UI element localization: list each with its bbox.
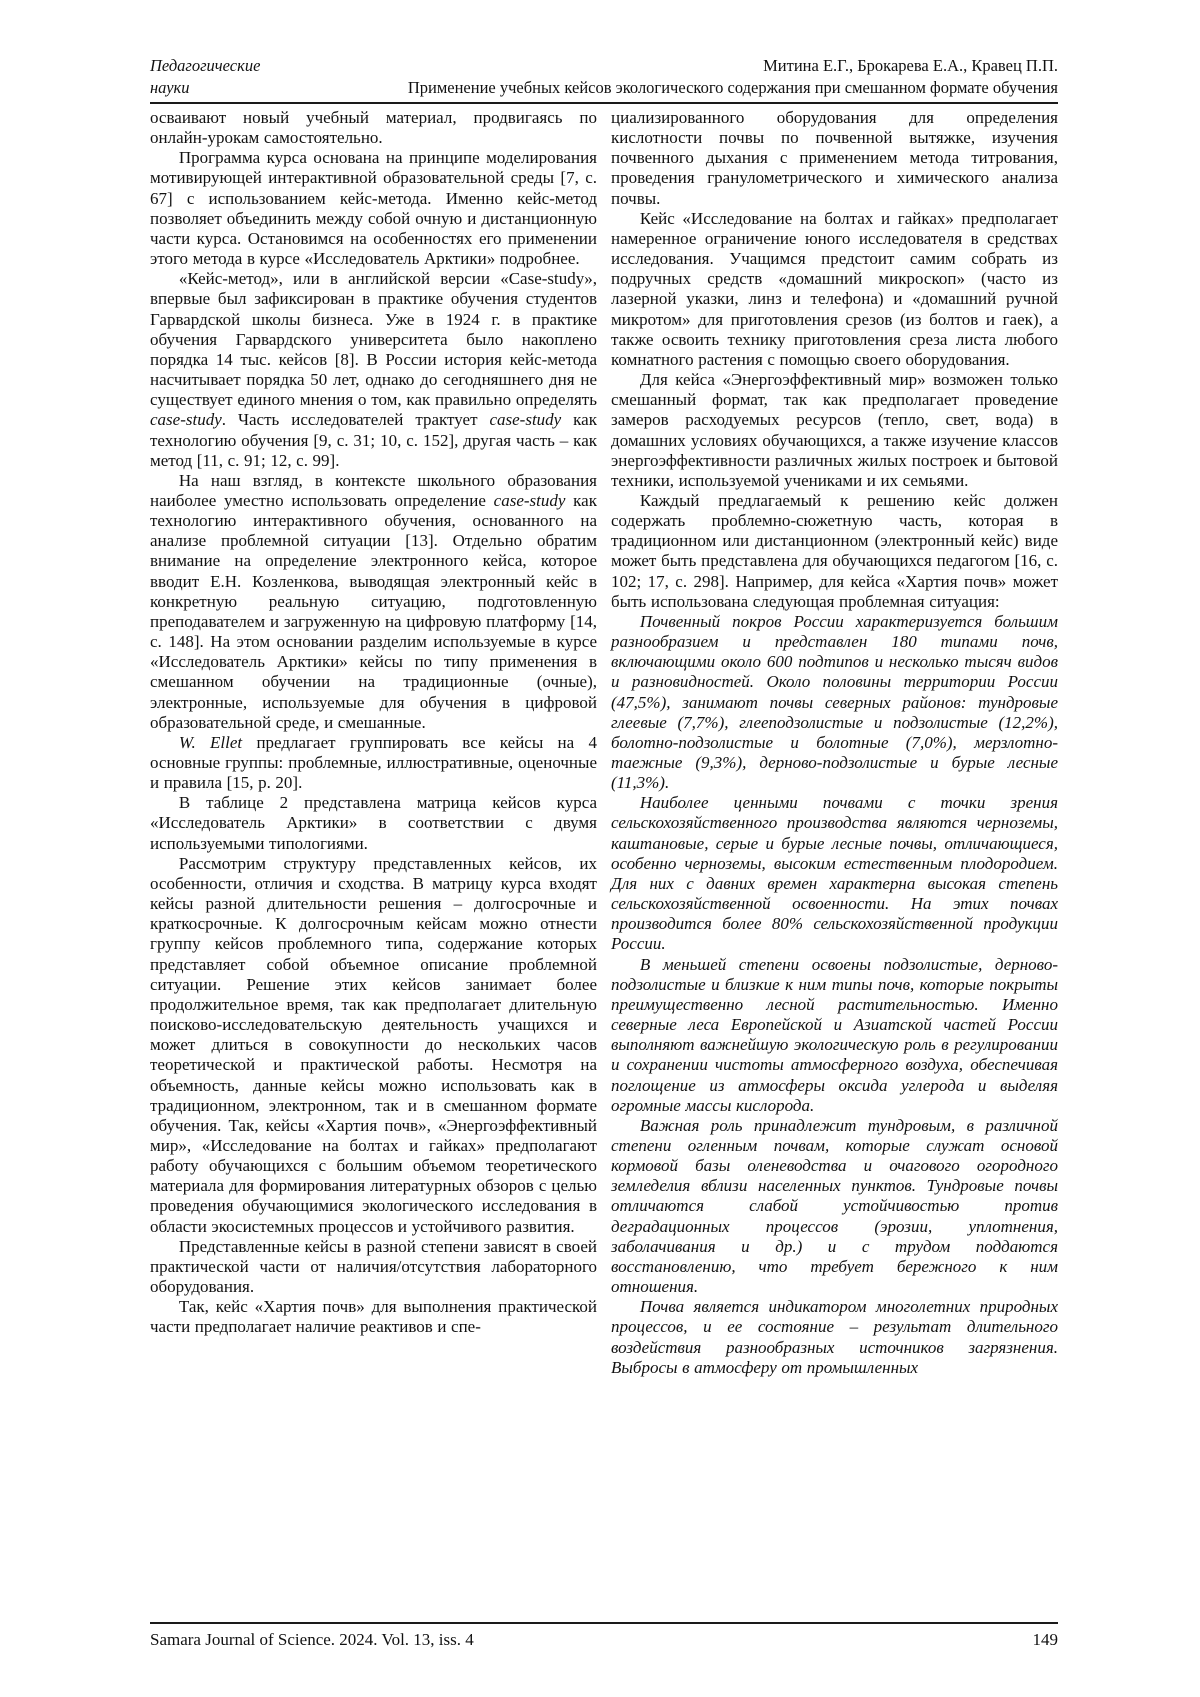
body-text: Рассмотрим структуру представленных кейсов, их особенности, отличия и сходства. В матрицу курса входят кейсы разной длительности решения – долгосрочные и краткосрочные. К долгосрочным кейсам можно отнести группу кейсов проблемного типа, содержание которых представляет собой объемное описание проблемной ситуации. Решение этих кейсов занимает более продолжительное время, так как предполагает длительную поисково-исследовательскую деятельность учащихся и может длиться в совокупности до нескольких часов теоретической и практической работы. Несмотря на объемность, данные кейсы можно использовать как в традиционном, электронном, так и в смешанном формате обучения. Так, кейсы «Хартия почв», «Энергоэффективный мир», «Исследование на болтах и гайках» предполагают работу обучающихся с большим объемом теоретического материала для формирования литературных обзоров с целью проведения обучающимися экологического исследования в области экосистемных процессов и устойчивого развития. bbox=[150, 853, 597, 1236]
paragraph bbox=[611, 612, 1058, 793]
body-text: В таблице 2 представлена матрица кейсов курса «Исследователь Арктики» в соответствии с двумя используемыми типологиями. bbox=[150, 793, 597, 853]
paragraph bbox=[150, 1237, 597, 1297]
emphasis-text: case-study bbox=[489, 410, 562, 430]
running-header bbox=[150, 55, 1058, 104]
paragraph bbox=[150, 148, 597, 269]
paragraph bbox=[150, 793, 597, 853]
body-text: Почвенный покров России характеризуется большим разнообразием и представлен 180 типами почв, включающими около 600 подтипов и несколько тысяч видов и разновидностей. Около половины территории России (47,5%), занимают почвы северных районов: тундровые глеевые (7,7%), глееподзолистые и подзолистые (12,2%), болотно-подзолистые и болотные (7,0%), мерзлотно-таежные (9,3%), дерново-подзолистые и бурые лесные (11,3%). bbox=[611, 611, 1058, 793]
paragraph bbox=[611, 491, 1058, 612]
body-text: . Часть исследователей трактует bbox=[221, 410, 490, 430]
body-text: Представленные кейсы в разной степени зависят в своей практической части от наличия/отсутствия лабораторного оборудования. bbox=[150, 1236, 597, 1297]
paragraph bbox=[611, 1116, 1058, 1297]
column-right bbox=[611, 108, 1058, 1616]
body-text: Почва является индикатором многолетних природных процессов, и ее состояние – результат длительного воздействия разнообразных источников загрязнения. Выбросы в атмосферу от промышленных bbox=[611, 1297, 1058, 1377]
body-text: Каждый предлагаемый к решению кейс должен содержать проблемно-сюжетную часть, которая в традиционном или дистанционном (электронный кейс) виде может быть представлена для обучающихся педагогом [16, с. 102; 17, с. 298]. Например, для кейса «Хартия почв» может быть использована следующая проблемная ситуация: bbox=[611, 490, 1058, 611]
header-row-1 bbox=[150, 55, 1058, 77]
paragraph bbox=[611, 209, 1058, 370]
column-left bbox=[150, 108, 597, 1616]
paragraph bbox=[611, 955, 1058, 1116]
authors: Митина Е.Г., Брокарева Е.А., Кравец П.П. bbox=[763, 56, 1058, 75]
footer-journal-line: Samara Journal of Science. 2024. Vol. 13, iss. 4 bbox=[150, 1630, 474, 1649]
body-text: В меньшей степени освоены подзолистые, дерново-подзолистые и близкие к ним типы почв, которые покрыты преимущественно лесной растительностью. Именно северные леса Европейской и Азиатской частей России выполняют важнейшую экологическую роль в регулировании и сохранении чистоты атмосферного воздуха, обеспечивая поглощение из атмосферы оксида углерода и выделяя огромные массы кислорода. bbox=[611, 954, 1058, 1115]
body-text: Программа курса основана на принципе моделирования мотивирующей интерактивной образовательной среды [7, с. 67] с использованием кейс-метода. Именно кейс-метод позволяет объединить между собой очную и дистанционную части курса. Остановимся на особенностях его применении этого метода в курсе «Исследователь Арктики» подробнее. bbox=[150, 148, 597, 269]
running-article-title: Применение учебных кейсов экологического содержания при смешанном формате обучения bbox=[407, 78, 1058, 97]
emphasis-text: case-study bbox=[150, 410, 222, 430]
body-text: «Кейс-метод», или в английской версии «Case-study», впервые был зафиксирован в практике обучения студентов Гарвардской школы бизнеса. Уже в 1924 г. в практике обучения Гарвардского университета было накоплено порядка 14 тыс. кейсов [8]. В России история кейс-метода насчитывает порядка 50 лет, однако до сегодняшнего дня не существует единого мнения о том, как правильно определять bbox=[150, 269, 597, 410]
body-text: Кейс «Исследование на болтах и гайках» предполагает намеренное ограничение юного исследователя в средствах исследования. Учащимся предстоит самим собрать из подручных средств «домашний микроскоп» (часто из лазерной указки, линз и телефона) и «домашний ручной микротом» для приготовления срезов (из болтов и гаек), а также освоить технику приготовления среза листа любого комнатного растения с помощью своего оборудования. bbox=[611, 208, 1058, 369]
body-text: как технологию обучения [9, с. 31; 10, с. 152], другая часть – как метод [11, с. 91; 12, с. 99]. bbox=[150, 410, 597, 470]
article-body bbox=[150, 108, 1058, 1616]
paragraph bbox=[611, 1297, 1058, 1378]
paragraph bbox=[611, 108, 1058, 209]
body-text: предлагает группировать все кейсы на 4 основные группы: проблемные, иллюстративные, оценочные и правила [15, p. 20]. bbox=[150, 732, 598, 793]
body-text: как технологию интерактивного обучения, основанного на анализе проблемной ситуации [13]. Отдельно обратим внимание на определение электронного кейса, которое вводит Е.Н. Козленкова, выводящая электронный кейс в конкретную реальную ситуацию, подготовленную преподавателем и загруженную на цифровую платформу [14, с. 148]. На этом основании разделим используемые в курсе «Исследователь Арктики» кейсы по типу применения в смешанном обучении на традиционные (очные), электронные, используемые для обучения в цифровой образовательной среде, и смешанные. bbox=[150, 490, 597, 732]
header-row-2 bbox=[150, 77, 1058, 99]
section-name-line-1: Педагогические bbox=[150, 56, 261, 75]
body-text: Для кейса «Энергоэффективный мир» возможен только смешанный формат, так как предполагает проведение замеров расходуемых ресурсов (тепло, свет, вода) в домашних условиях обучающихся, а также изучение классов энергоэффективности различных жилых построек и бытовой техники, используемой учениками и их семьями. bbox=[611, 370, 1058, 490]
page-footer bbox=[150, 1622, 1058, 1650]
emphasis-text: case-study bbox=[493, 490, 566, 510]
body-text: На наш взгляд, в контексте школьного образования наиболее уместно использовать определение bbox=[150, 470, 597, 510]
body-text: Наиболее ценными почвами с точки зрения сельскохозяйственного производства являются черноземы, каштановые, серые и бурые лесные почвы, отличающиеся, особенно черноземы, высоким естественным плодородием. Для них с давних времен характерна высокая степень сельскохозяйственной освоенности. На этих почвах производится более 80% сельскохозяйственной продукции России. bbox=[611, 793, 1058, 954]
body-text: циализированного оборудования для определения кислотности почвы по почвенной вытяжке, изучения почвенного дыхания с применением метода титрования, проведения гранулометрического и химического анализа почвы. bbox=[611, 108, 1058, 208]
footer-page-number: 149 bbox=[1032, 1630, 1058, 1649]
paragraph bbox=[150, 733, 597, 793]
paragraph bbox=[150, 471, 597, 733]
paragraph bbox=[611, 793, 1058, 954]
paragraph bbox=[150, 108, 597, 148]
body-text: осваивают новый учебный материал, продвигаясь по онлайн-урокам самостоятельно. bbox=[150, 108, 597, 148]
paragraph bbox=[150, 1297, 597, 1337]
body-text: Так, кейс «Хартия почв» для выполнения практической части предполагает наличие реактивов и спе- bbox=[150, 1297, 597, 1337]
paragraph bbox=[611, 370, 1058, 491]
paragraph bbox=[150, 269, 597, 471]
section-name-line-2: науки bbox=[150, 78, 190, 97]
paragraph bbox=[150, 854, 597, 1237]
body-text: Важная роль принадлежит тундровым, в различной степени огленным почвам, которые служат основой кормовой базы оленеводства и очагового огородного земледелия вблизи населенных пунктов. Тундровые почвы отличаются слабой устойчивостью против деградационных процессов (эрозии, уплотнения, заболачивания и др.) и с трудом поддаются восстановлению, что требует бережного к ним отношения. bbox=[611, 1115, 1058, 1297]
emphasis-text: W. Ellet bbox=[178, 732, 243, 752]
